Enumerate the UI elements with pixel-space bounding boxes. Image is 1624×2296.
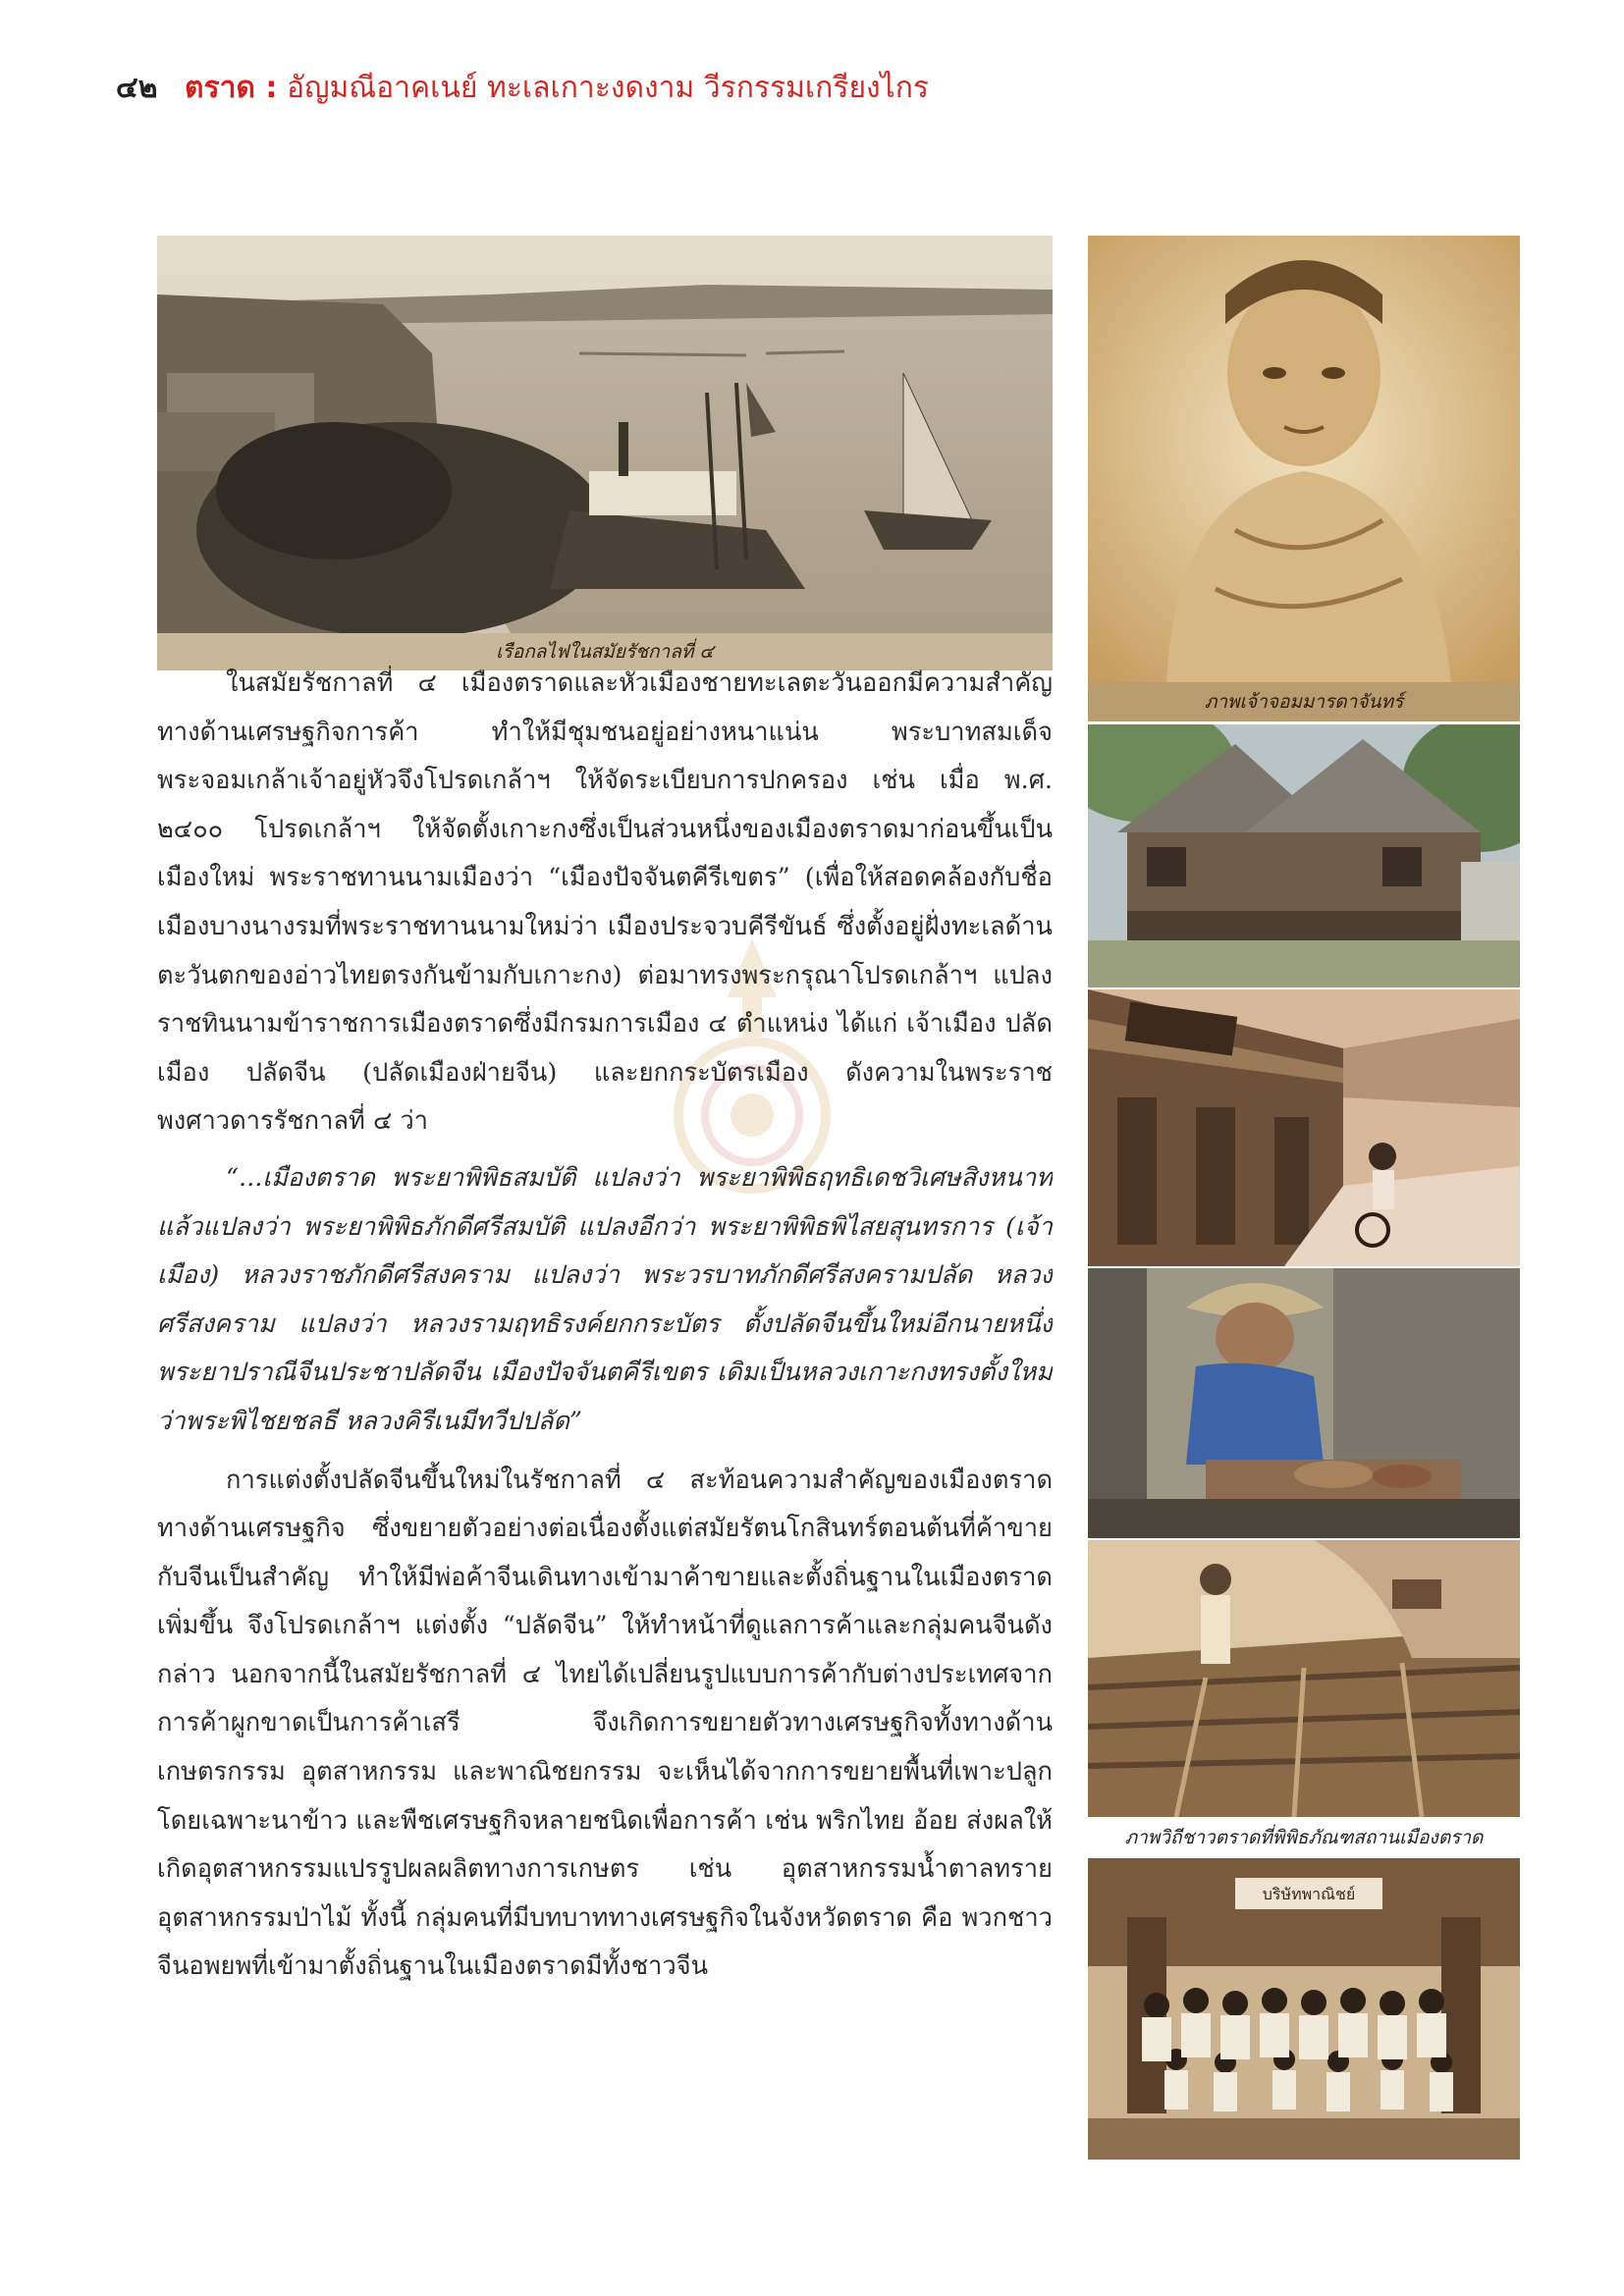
family-group-photo bbox=[1088, 1858, 1520, 2160]
lumber-photo bbox=[1088, 1540, 1520, 1817]
wooden-house-photo bbox=[1088, 724, 1520, 988]
old-street-photo bbox=[1088, 989, 1520, 1266]
family-shop-sign: บริษัทพาณิชย์ bbox=[1262, 1885, 1356, 1903]
paragraph-2: การแต่งตั้งปลัดจีนขึ้นใหม่ในรัชกาลที่ ๔ สะท้อนความสำคัญของเมืองตราดทางด้านเศรษฐกิจ ซึ่งขยายตัวอย่างต่อเนื่องตั้งแต่สมัยรัตนโกสินทร์ตอนต้นที่ค้าขายกับจีนเป็นสำคัญ ทำให้มีพ่อค้าจีนเดินทางเข้ามาค้าขายและตั้งถิ่นฐานในเมืองตราดเพิ่มขึ้น จึงโปรดเกล้าฯ แต่งตั้ง “ปลัดจีน” ให้ทำหน้าที่ดูแลการค้าและกลุ่มคนจีนดังกล่าว นอกจากนี้ในสมัยรัชกาลที่ ๔ ไทยได้เปลี่ยนรูปแบบการค้ากับต่างประเทศจากการค้าผูกขาดเป็นการค้าเสรี จึงเกิดการขยายตัวทางเศรษฐกิจทั้งทางด้านเกษตรกรรม อุตสาหกรรม และพาณิชยกรรม จะเห็นได้จากการขยายพื้นที่เพาะปลูกโดยเฉพาะนาข้าว และพืชเศรษฐกิจหลายชนิดเพื่อการค้า เช่น พริกไทย อ้อย ส่งผลให้เกิดอุตสาหกรรมแปรรูปผลผลิตทางการเกษตร เช่น อุตสาหกรรมน้ำตาลทราย อุตสาหกรรมป่าไม้ ทั้งนี้ กลุ่มคนที่มีบทบาททางเศรษฐกิจในจังหวัดตราด คือ พวกชาวจีนอพยพที่เข้ามาตั้งถิ่นฐานในเมืองตราดมีทั้งชาวจีน bbox=[157, 1465, 1053, 1982]
portrait-caption: ภาพเจ้าจอมมารดาจันทร์ bbox=[1088, 682, 1520, 721]
book-subtitle: อัญมณีอาคเนย์ ทะเลเกาะงดงาม วีรกรรมเกรียงไกร bbox=[286, 71, 930, 105]
steamboat-photo bbox=[157, 236, 1053, 633]
vendor-photo bbox=[1088, 1268, 1520, 1538]
body-text bbox=[157, 660, 1053, 2162]
portrait-photo bbox=[1088, 236, 1520, 682]
lifestyle-caption: ภาพวิถีชาวตราดที่พิพิธภัณฑสถานเมืองตราด bbox=[1088, 1818, 1520, 1857]
royal-chronicle-quote: “...เมืองตราด พระยาพิพิธสมบัติ แปลงว่า พระยาพิพิธฤทธิเดชวิเศษสิงหนาท แล้วแปลงว่า พระยาพิพิธภักดีศรีสมบัติ แปลงอีกว่า พระยาพิพิธพิไสยสุนทรการ (เจ้าเมือง) หลวงราชภักดีศรีสงคราม แปลงว่า พระวรบาทภักดีศรีสงครามปลัด หลวงศรีสงคราม แปลงว่า หลวงรามฤทธิรงค์ยกกระบัตร ตั้งปลัดจีนขึ้นใหม่อีกนายหนึ่ง พระยาปราณีจีนประชาปลัดจีน เมืองปัจจันตคีรีเขตร เดิมเป็นหลวงเกาะกงทรงตั้งใหม่ว่าพระพิไชยชลธี หลวงคิรีเนมีทวีปปลัด” bbox=[157, 1162, 1053, 1436]
paragraph-1: ในสมัยรัชกาลที่ ๔ เมืองตราดและหัวเมืองชายทะเลตะวันออกมีความสำคัญทางด้านเศรษฐกิจการค้า ทำให้มีชุมชนอยู่อย่างหนาแน่น พระบาทสมเด็จพระจอมเกล้าเจ้าอยู่หัวจึงโปรดเกล้าฯ ให้จัดระเบียบการปกครอง เช่น เมื่อ พ.ศ. ๒๔๐๐ โปรดเกล้าฯ ให้จัดตั้งเกาะกงซึ่งเป็นส่วนหนึ่งของเมืองตราดมาก่อนขึ้นเป็นเมืองใหม่ พระราชทานนามเมืองว่า “เมืองปัจจันตคีรีเขตร” (เพื่อให้สอดคล้องกับชื่อเมืองบางนางรมที่พระราชทานนามใหม่ว่า เมืองประจวบคีรีขันธ์ ซึ่งตั้งอยู่ฝั่งทะเลด้านตะวันตกของอ่าวไทยตรงกันข้ามกับเกาะกง) ต่อมาทรงพระกรุณาโปรดเกล้าฯ แปลงราชทินนามข้าราชการเมืองตราดซึ่งมีกรมการเมือง ๔ ตำแหน่ง ได้แก่ เจ้าเมือง ปลัดเมือง ปลัดจีน (ปลัดเมืองฝ่ายจีน) และยกกระบัตรเมือง ดังความในพระราชพงศาวดารรัชกาลที่ ๔ ว่า bbox=[157, 668, 1053, 1137]
page-header bbox=[116, 65, 1392, 114]
book-title: ตราด : bbox=[185, 71, 278, 105]
page-number: ๔๒ bbox=[116, 71, 158, 105]
steamboat-caption: เรือกลไฟในสมัยรัชกาลที่ ๔ bbox=[157, 633, 1053, 670]
